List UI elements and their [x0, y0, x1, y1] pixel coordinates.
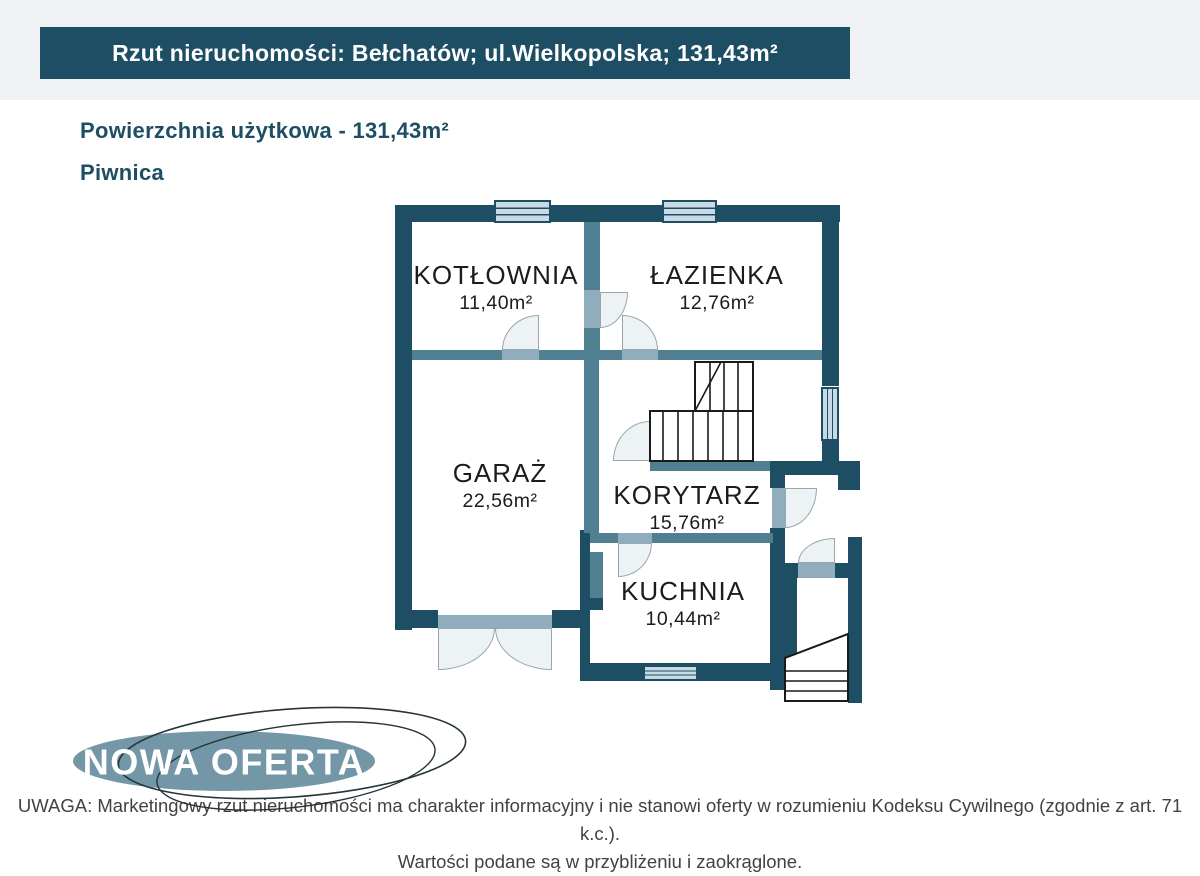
title-bar	[40, 27, 850, 79]
room-name: KOTŁOWNIA	[413, 260, 579, 290]
wall-vestibule-top	[772, 461, 860, 475]
door-leaf-vestibule	[772, 488, 785, 528]
door-arc-vestibule	[785, 488, 817, 528]
room-area: 15,76m²	[649, 512, 725, 534]
door-arc-entry	[798, 538, 835, 563]
door-arc-boiler	[502, 315, 539, 350]
room-label-hall	[613, 480, 760, 536]
new-offer-stamp	[65, 700, 470, 825]
stamp-label: NOWA OFERTA	[82, 741, 366, 783]
door-arc-stairs	[613, 421, 650, 461]
door-arc-garage-right	[495, 628, 552, 670]
floor-plan	[395, 200, 865, 705]
wall-divider-upper-b	[584, 328, 600, 350]
wall-entry-left	[785, 563, 798, 578]
room-name: KUCHNIA	[620, 576, 746, 606]
wall-top	[400, 205, 840, 222]
stairs-landing-wall	[650, 461, 770, 471]
wall-vestibule-corner	[838, 475, 860, 490]
door-arc-bath	[622, 315, 658, 350]
wall-divider-upper-a	[584, 222, 600, 290]
wall-hall-right-b	[770, 528, 785, 690]
level-label: Piwnica	[80, 160, 165, 185]
room-label-bath	[650, 260, 784, 316]
wall-kitchen-stub	[590, 598, 603, 610]
window-kitchen	[643, 665, 698, 681]
door-arc-kitchen	[618, 543, 652, 577]
wall-kitchen-pillar	[590, 552, 603, 598]
wall-garage-divider	[584, 360, 599, 533]
wall-left	[395, 205, 412, 630]
window-boiler	[494, 200, 551, 223]
room-area: 11,40m²	[459, 292, 533, 314]
wall-stairwell-left	[785, 578, 797, 670]
door-leaf-divider	[584, 290, 600, 328]
door-leaf-bath	[622, 350, 658, 360]
wall-kitchen-left	[580, 530, 590, 675]
window-bath	[662, 200, 717, 223]
room-area: 10,44m²	[645, 608, 721, 630]
wall-entry-right	[835, 563, 848, 578]
room-label-boiler	[413, 260, 578, 316]
wall-right-upper	[822, 205, 839, 386]
room-label-kitchen	[621, 576, 745, 632]
door-arc-garage-left	[438, 628, 495, 670]
disclaimer-line-2: Wartości podane są w przybliżeniu i zaokrąglone.	[397, 851, 803, 872]
disclaimer-line-1: UWAGA: Marketingowy rzut nieruchomości ma charakter informacyjny i nie stanowi oferty w rozumieniu Kodeksu Cywilnego (zgodnie z art. 71 k.c.).	[17, 795, 1183, 844]
room-area: 12,76m²	[679, 292, 755, 314]
room-name: GARAŻ	[452, 458, 548, 488]
wall-garage-bottom-left	[395, 610, 438, 628]
room-name: ŁAZIENKA	[650, 260, 784, 290]
room-label-garage	[453, 458, 548, 514]
room-name: KORYTARZ	[613, 480, 761, 510]
wall-right-mid	[822, 441, 839, 462]
door-leaf-entry	[798, 563, 835, 578]
window-hall	[821, 387, 839, 441]
page-title: Rzut nieruchomości: Bełchatów; ul.Wielkopolska; 131,43m²	[112, 39, 778, 66]
wall-vestibule-right	[848, 537, 862, 703]
door-leaf-boiler	[502, 350, 539, 360]
door-leaf-garage	[438, 615, 552, 628]
room-area: 22,56m²	[462, 490, 538, 512]
usable-area-label: Powierzchnia użytkowa - 131,43m²	[80, 118, 450, 143]
wall-upper-horizontal	[412, 350, 822, 360]
